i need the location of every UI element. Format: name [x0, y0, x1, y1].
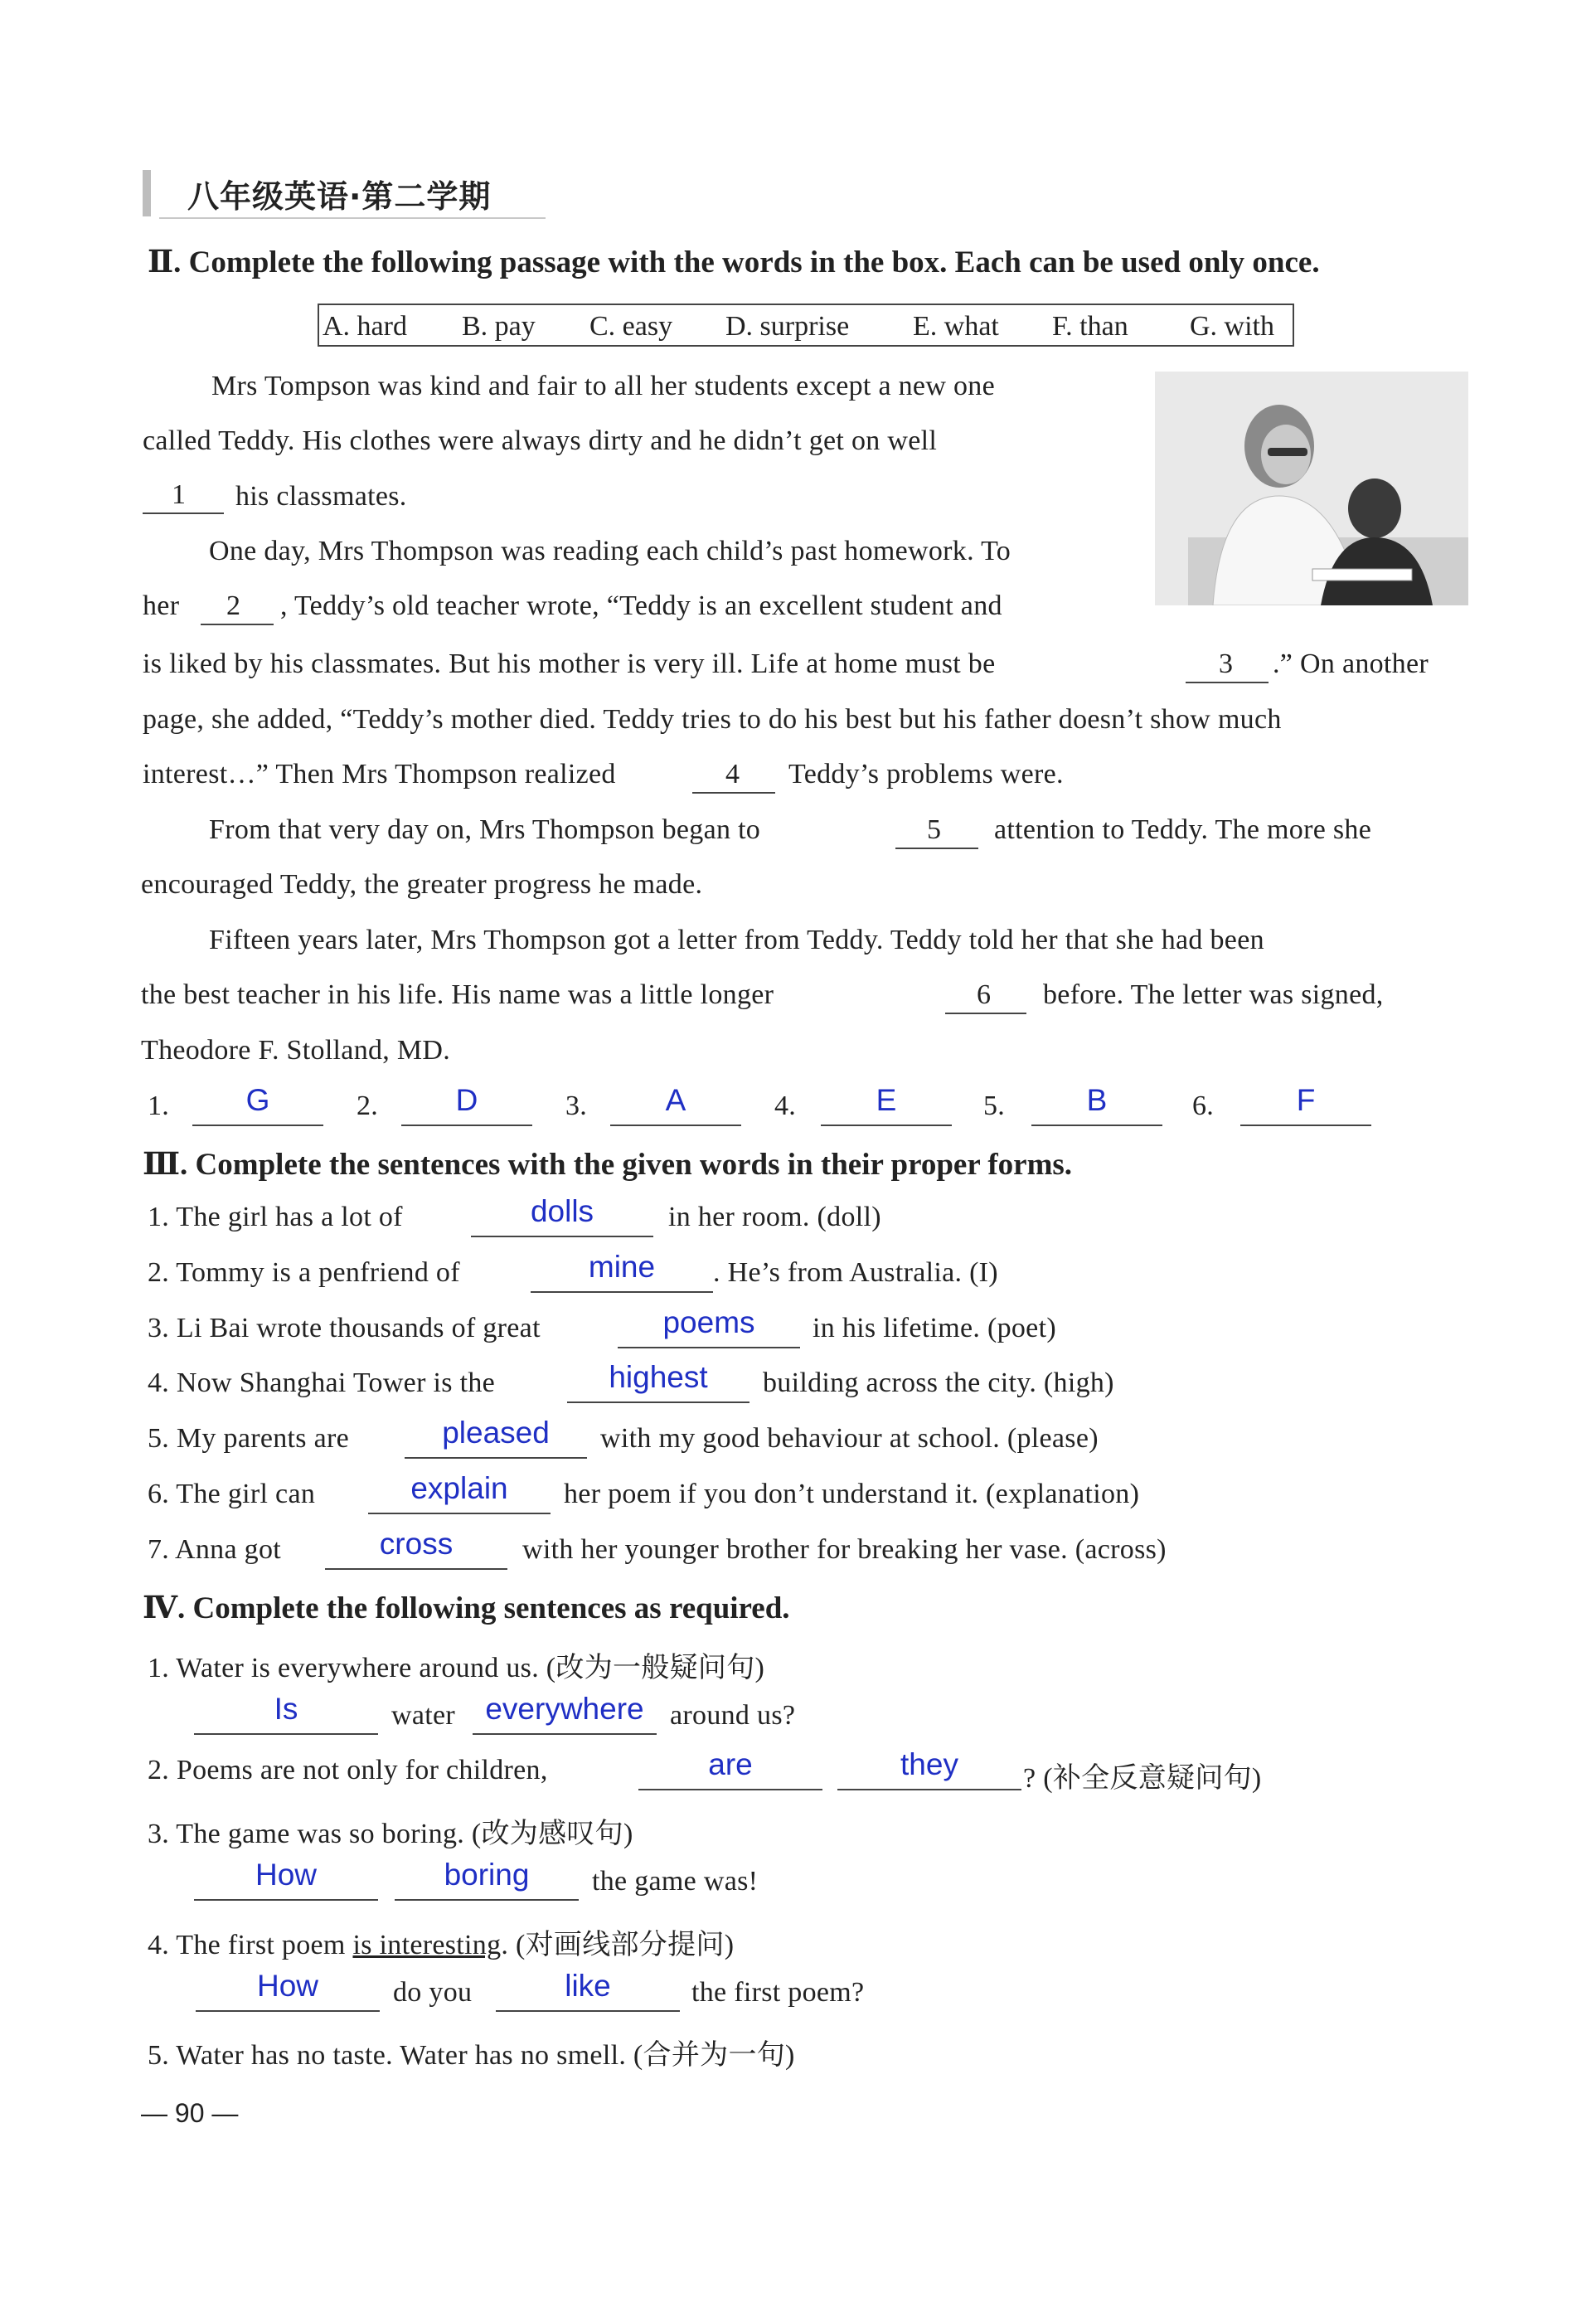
teacher-student-photo	[1155, 372, 1468, 605]
s4-q3-answer-1[interactable]: How	[255, 1858, 318, 1892]
answer-line	[567, 1401, 749, 1403]
s4-q4-text	[148, 1921, 734, 1962]
s3-item-4-text: 4. Now Shanghai Tower is the	[148, 1367, 496, 1398]
section-2-title: Ⅱ. Complete the following passage with the words in the box. Each can be used only once.	[148, 245, 1320, 279]
s3-answer-6[interactable]: explain	[410, 1471, 508, 1505]
answer-line	[496, 2010, 680, 2012]
s4-q4-underlined: is interesting	[352, 1930, 502, 1960]
word-box	[318, 304, 1294, 347]
s4-q4-end: the first poem?	[691, 1977, 865, 2008]
answer-line	[194, 1733, 378, 1735]
passage-line-11: Fifteen years later, Mrs Thompson got a letter from Teddy. Teddy told her that she had been	[209, 925, 1264, 955]
word-box-option: F. than	[1052, 311, 1128, 342]
answer-line	[618, 1347, 800, 1348]
answer-line	[1240, 1125, 1371, 1126]
s4-q2-answer-1[interactable]: are	[708, 1747, 753, 1781]
passage-line-4: One day, Mrs Thompson was reading each child’s past homework. To	[209, 536, 1011, 566]
passage-line-6a: is liked by his classmates. But his mother is very ill. Life at home must be	[143, 649, 996, 679]
header-rule	[159, 217, 546, 219]
answer-line	[196, 2010, 380, 2012]
answer-line	[638, 1789, 822, 1790]
passage-line-2: called Teddy. His clothes were always dirty and he didn’t get on well	[143, 425, 938, 456]
s3-item-2-rest: . He’s from Australia. (I)	[713, 1257, 998, 1288]
s4-q1-mid: water	[391, 1700, 456, 1731]
blank-number: 1	[172, 479, 187, 510]
blank-number: 4	[725, 759, 740, 789]
answer-line	[194, 1899, 378, 1901]
s3-item-1-rest: in her room. (doll)	[668, 1202, 881, 1232]
answer-line	[325, 1568, 507, 1570]
answer-line	[395, 1899, 579, 1901]
page-number: — 90 —	[141, 2098, 239, 2128]
s3-answer-7[interactable]: cross	[379, 1527, 454, 1561]
passage-line-9a: From that very day on, Mrs Thompson began to	[209, 814, 761, 845]
passage-line-12b: before. The letter was signed,	[1043, 979, 1384, 1010]
word-box-option: D. surprise	[725, 311, 850, 342]
answer-line	[837, 1789, 1021, 1790]
word-box-option: B. pay	[462, 311, 536, 342]
blank-number: 2	[226, 590, 241, 621]
answer-label: 4.	[774, 1091, 797, 1121]
blank-number: 5	[927, 814, 942, 845]
s3-answer-1[interactable]: dolls	[530, 1194, 594, 1228]
s4-q2-end: ? (补全反意疑问句)	[1023, 1763, 1262, 1794]
passage-line-1: Mrs Tompson was kind and fair to all her students except a new one	[211, 371, 995, 401]
s4-q1-end: around us?	[670, 1700, 796, 1731]
answer-label: 5.	[983, 1091, 1006, 1121]
s3-answer-2[interactable]: mine	[588, 1250, 656, 1284]
s4-q1-text: 1. Water is everywhere around us. (改为一般疑问句)	[148, 1653, 765, 1683]
answer-line	[610, 1125, 741, 1126]
answer-line	[401, 1125, 532, 1126]
blank-number: 3	[1219, 649, 1234, 679]
s4-q4-mid: do you	[393, 1977, 473, 2008]
answer-line	[531, 1291, 713, 1293]
s4-q3-text: 3. The game was so boring. (改为感叹句)	[148, 1819, 633, 1849]
blank-line	[895, 848, 978, 849]
word-box-option: E. what	[913, 311, 999, 342]
passage-line-5b: , Teddy’s old teacher wrote, “Teddy is an excellent student and	[280, 590, 1002, 621]
s3-item-5-rest: with my good behaviour at school. (please)	[600, 1423, 1099, 1454]
answer-line	[368, 1513, 551, 1514]
s3-item-3-rest: in his lifetime. (poet)	[813, 1313, 1056, 1343]
passage-line-9b: attention to Teddy. The more she	[994, 814, 1372, 845]
passage-line-12a: the best teacher in his life. His name was a little longer	[141, 979, 774, 1010]
answer-line	[192, 1125, 323, 1126]
answer-label: 3.	[565, 1091, 588, 1121]
s4-q1-answer-1[interactable]: Is	[274, 1692, 298, 1726]
s4-q4-text-b: . (对画线部分提问)	[501, 1930, 735, 1960]
answer-6[interactable]: F	[1296, 1083, 1316, 1117]
s4-q1-answer-2[interactable]: everywhere	[485, 1692, 644, 1726]
word-box-option: A. hard	[323, 311, 407, 342]
word-box-option: C. easy	[589, 311, 673, 342]
s4-q4-answer-1[interactable]: How	[256, 1969, 319, 2003]
answer-2[interactable]: D	[455, 1083, 478, 1117]
section-4-title: Ⅳ. Complete the following sentences as required.	[143, 1591, 790, 1625]
s3-answer-3[interactable]: poems	[662, 1305, 755, 1339]
passage-line-3: his classmates.	[235, 481, 407, 512]
s3-item-5-text: 5. My parents are	[148, 1423, 350, 1454]
word-box-option: G. with	[1190, 311, 1274, 342]
s3-answer-4[interactable]: highest	[609, 1360, 708, 1394]
s4-q4-text-a: 4. The first poem	[148, 1930, 346, 1960]
passage-line-8a: interest…” Then Mrs Thompson realized	[143, 759, 616, 789]
s4-q5-text: 5. Water has no taste. Water has no smell. (合并为一句)	[148, 2040, 795, 2071]
passage-line-7: page, she added, “Teddy’s mother died. Teddy tries to do his best but his father doesn’t show much	[143, 704, 1282, 735]
passage-line-10: encouraged Teddy, the greater progress he made.	[141, 869, 703, 900]
answer-line	[405, 1457, 587, 1459]
s3-item-7-text: 7. Anna got	[148, 1534, 282, 1565]
answer-label: 1.	[148, 1091, 170, 1121]
answer-line	[1031, 1125, 1162, 1126]
s3-item-2-text: 2. Tommy is a penfriend of	[148, 1257, 460, 1288]
answer-line	[471, 1236, 653, 1237]
answer-line	[473, 1733, 657, 1735]
s3-item-4-rest: building across the city. (high)	[763, 1367, 1114, 1398]
s4-q3-answer-2[interactable]: boring	[444, 1858, 530, 1892]
passage-line-8b: Teddy’s problems were.	[788, 759, 1064, 789]
s4-q3-end: the game was!	[592, 1866, 759, 1897]
passage-line-13: Theodore F. Stolland, MD.	[141, 1035, 451, 1066]
blank-line	[201, 624, 274, 625]
s3-item-1-text: 1. The girl has a lot of	[148, 1202, 403, 1232]
s3-answer-5[interactable]: pleased	[442, 1416, 550, 1450]
answer-label: 2.	[357, 1091, 379, 1121]
s4-q2-text: 2. Poems are not only for children,	[148, 1755, 548, 1785]
blank-line	[692, 792, 775, 794]
passage-line-6b: .” On another	[1273, 649, 1429, 679]
book-title: 八年级英语·第二学期	[187, 178, 492, 215]
answer-line	[821, 1125, 952, 1126]
s3-item-6-rest: her poem if you don’t understand it. (explanation)	[564, 1479, 1140, 1509]
blank-line	[945, 1013, 1026, 1014]
answer-5[interactable]: B	[1086, 1083, 1108, 1117]
section-3-title: Ⅲ. Complete the sentences with the given words in their proper forms.	[143, 1148, 1073, 1182]
s4-q2-answer-2[interactable]: they	[900, 1747, 958, 1781]
s3-item-7-rest: with her younger brother for breaking her vase. (across)	[522, 1534, 1167, 1565]
answer-3[interactable]: A	[665, 1083, 686, 1117]
passage-line-5a: her	[143, 590, 180, 621]
answer-4[interactable]: E	[876, 1083, 897, 1117]
header-accent-bar	[143, 170, 151, 216]
answer-1[interactable]: G	[245, 1083, 270, 1117]
blank-line	[1186, 682, 1269, 683]
s3-item-3-text: 3. Li Bai wrote thousands of great	[148, 1313, 541, 1343]
s3-item-6-text: 6. The girl can	[148, 1479, 316, 1509]
answer-label: 6.	[1192, 1091, 1215, 1121]
s4-q4-answer-2[interactable]: like	[565, 1969, 611, 2003]
blank-line	[143, 512, 224, 514]
blank-number: 6	[977, 979, 992, 1010]
